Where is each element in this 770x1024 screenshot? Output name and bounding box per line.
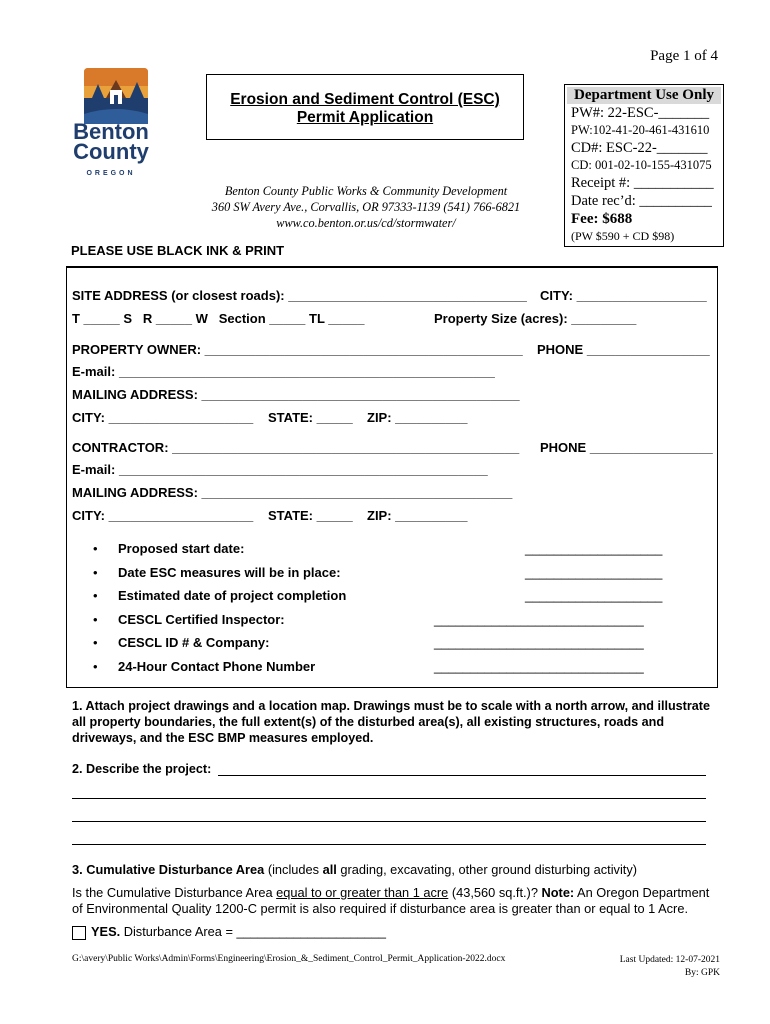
owner-email-field[interactable]: E-mail: ____________________________________________________ xyxy=(72,364,495,379)
bullet-dot-icon: • xyxy=(93,635,98,650)
describe-project-line-3[interactable] xyxy=(72,821,706,822)
item3-question-line2: of Environmental Quality 1200-C permit is also required if disturbance area is greater than or equal to 1 Acre. xyxy=(72,901,688,916)
item3-note-text: An Oregon Department xyxy=(574,885,710,900)
pw-code: PW:102-41-20-461-431610 xyxy=(571,123,710,137)
item3-heading-rest-2: grading, excavating, other ground disturbing activity) xyxy=(336,862,638,877)
item2-label: 2. Describe the project: xyxy=(72,762,212,776)
township-range-field[interactable]: T _____ S R _____ W Section _____ TL _____ xyxy=(72,311,365,326)
describe-project-line-2[interactable] xyxy=(72,798,706,799)
address-line2: 360 SW Avery Ave., Corvallis, OR 97333-1139 (541) 766-6821 xyxy=(211,200,521,214)
item3-heading-all: all xyxy=(322,862,337,877)
footer-updated xyxy=(600,954,720,980)
owner-state-field[interactable]: STATE: _____ xyxy=(268,410,353,425)
form-title-line1: Erosion and Sediment Control (ESC) xyxy=(230,91,500,108)
esc-measures-date-label: Date ESC measures will be in place: xyxy=(118,565,341,580)
cescl-inspector-field[interactable]: _____________________________ xyxy=(434,612,644,627)
contractor-mailing-address-field[interactable]: MAILING ADDRESS: ___________________________________________ xyxy=(72,485,513,500)
logo-name-line2: County xyxy=(73,139,149,164)
disturbance-area-field[interactable]: _____________________ xyxy=(236,924,386,939)
contact-phone-label: 24-Hour Contact Phone Number xyxy=(118,659,316,674)
describe-project-line-1[interactable] xyxy=(218,775,706,776)
office-address xyxy=(190,183,542,231)
cd-number: CD#: ESC-22-_______ xyxy=(571,140,708,156)
cescl-inspector-label: CESCL Certified Inspector: xyxy=(118,612,285,627)
item1-line1: 1. Attach project drawings and a location map. Drawings must be to scale with a north arrow, and illustrate xyxy=(72,699,710,713)
contractor-city-field[interactable]: CITY: ____________________ xyxy=(72,508,254,523)
owner-phone-field[interactable]: PHONE _________________ xyxy=(537,342,710,357)
esc-measures-date-field[interactable]: ___________________ xyxy=(525,565,663,580)
black-ink-instruction: PLEASE USE BLACK INK & PRINT xyxy=(71,243,285,258)
item3-q-part2: (43,560 sq.ft.)? xyxy=(448,885,542,900)
item3-heading-rest-1: (includes xyxy=(264,862,323,877)
item3-q-underlined: equal to or greater than 1 acre xyxy=(276,885,449,900)
bullet-dot-icon: • xyxy=(93,659,98,674)
proposed-start-date-label: Proposed start date: xyxy=(118,541,245,556)
cescl-id-label: CESCL ID # & Company: xyxy=(118,635,270,650)
item3-heading xyxy=(72,862,637,878)
logo-state: OREGON xyxy=(86,170,136,177)
contact-phone-field[interactable]: _____________________________ xyxy=(434,659,644,674)
contractor-email-field[interactable]: E-mail: ___________________________________________________ xyxy=(72,462,488,477)
address-line3: www.co.benton.or.us/cd/stormwater/ xyxy=(276,216,456,230)
address-line1: Benton County Public Works & Community Development xyxy=(224,184,508,198)
owner-zip-field[interactable]: ZIP: __________ xyxy=(367,410,468,425)
describe-project-line-4[interactable] xyxy=(72,844,706,845)
bullet-dot-icon: • xyxy=(93,541,98,556)
contractor-state-field[interactable]: STATE: _____ xyxy=(268,508,353,523)
contractor-zip-field[interactable]: ZIP: __________ xyxy=(367,508,468,523)
logo-wordmark xyxy=(66,119,156,164)
owner-city-field[interactable]: CITY: ____________________ xyxy=(72,410,254,425)
county-emblem-icon xyxy=(80,68,152,124)
yes-label: YES. xyxy=(91,924,121,939)
form-title-line2: Permit Application xyxy=(296,109,434,126)
item1-line2: all property boundaries, the full extent(s) of the disturbed area(s), all existing structures, roads and xyxy=(72,715,665,729)
footer-last-updated: Last Updated: 12-07-2021 xyxy=(619,955,720,965)
yes-option[interactable] xyxy=(72,924,386,940)
site-address-field[interactable]: SITE ADDRESS (or closest roads): _________________________________ xyxy=(72,288,527,303)
bullet-dot-icon: • xyxy=(93,588,98,603)
form-title-box xyxy=(206,74,524,140)
property-size-field[interactable]: Property Size (acres): _________ xyxy=(434,311,637,326)
completion-date-label: Estimated date of project completion xyxy=(118,588,347,603)
property-owner-field[interactable]: PROPERTY OWNER: ____________________________________________ xyxy=(72,342,523,357)
fee-amount: Fee: $688 xyxy=(571,211,633,227)
item3-note-label: Note: xyxy=(541,885,575,900)
receipt-number: Receipt #: ___________ xyxy=(571,175,714,191)
dept-use-header: Department Use Only xyxy=(567,87,721,104)
date-received: Date rec’d: __________ xyxy=(571,193,712,209)
pw-number: PW#: 22-ESC-_______ xyxy=(571,105,710,121)
yes-checkbox[interactable] xyxy=(72,926,86,940)
cd-code: CD: 001-02-10-155-431075 xyxy=(571,158,712,172)
bullet-dot-icon: • xyxy=(93,565,98,580)
yes-text: Disturbance Area = xyxy=(120,924,237,939)
item3-question xyxy=(72,885,709,901)
owner-mailing-address-field[interactable]: MAILING ADDRESS: ____________________________________________ xyxy=(72,387,520,402)
item3-q-part1: Is the Cumulative Disturbance Area xyxy=(72,885,277,900)
footer-by: By: GPK xyxy=(684,968,720,978)
item1-line3: driveways, and the ESC BMP measures employed. xyxy=(72,731,374,745)
contractor-phone-field[interactable]: PHONE _________________ xyxy=(540,440,713,455)
footer-file-path: G:\avery\Public Works\Admin\Forms\Engineering\Erosion_&_Sediment_Control_Permit_Application-2022.docx xyxy=(72,954,506,964)
logo-name-line1: Benton xyxy=(73,119,149,144)
site-city-field[interactable]: CITY: __________________ xyxy=(540,288,707,303)
cescl-id-field[interactable]: _____________________________ xyxy=(434,635,644,650)
page-number: Page 1 of 4 xyxy=(650,48,718,64)
item1-instructions xyxy=(72,698,710,746)
bullet-dot-icon: • xyxy=(93,612,98,627)
fee-breakdown: (PW $590 + CD $98) xyxy=(571,229,675,243)
department-use-box xyxy=(564,84,724,247)
contractor-field[interactable]: CONTRACTOR: ________________________________________________ xyxy=(72,440,520,455)
proposed-start-date-field[interactable]: ___________________ xyxy=(525,541,663,556)
item3-heading-bold: 3. Cumulative Disturbance Area xyxy=(72,862,265,877)
completion-date-field[interactable]: ___________________ xyxy=(525,588,663,603)
